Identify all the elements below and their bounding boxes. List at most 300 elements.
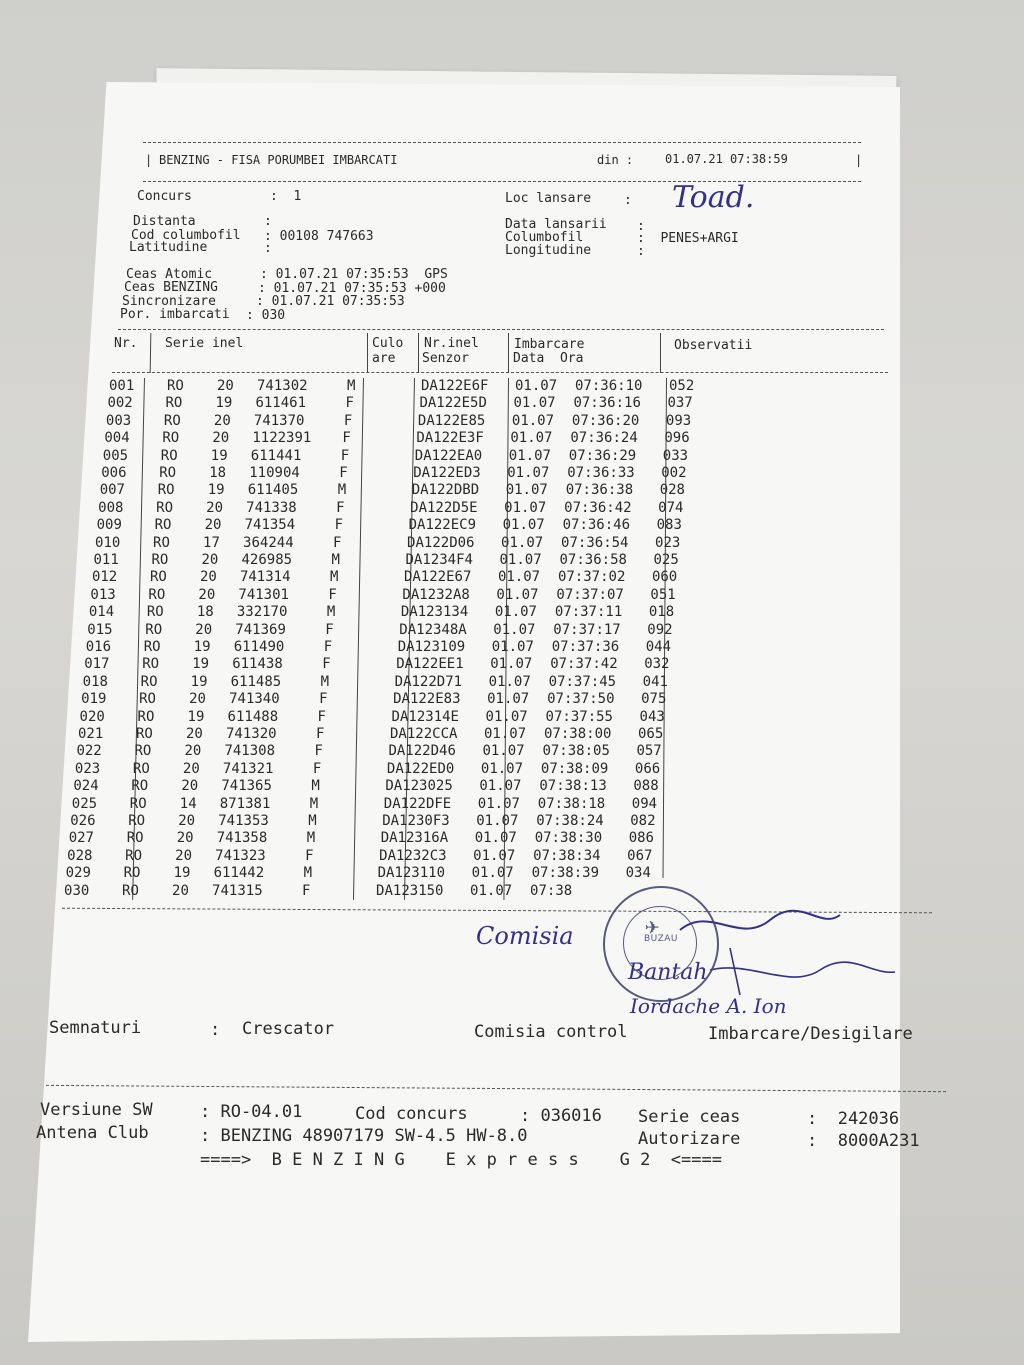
row-serial: 741340 (229, 691, 280, 708)
row-time: 07:38:13 (539, 778, 607, 795)
row-country: RO (128, 813, 146, 829)
row-year: 19 (173, 865, 191, 882)
row-sex: F (325, 621, 334, 638)
row-time: 07:38:24 (536, 813, 604, 829)
row-sensor: DA122D46 (388, 743, 456, 760)
row-date: 01.07 (470, 882, 513, 899)
row-date: 01.07 (504, 499, 547, 516)
row-observatii: 032 (644, 656, 670, 673)
row-time: 07:38:30 (534, 830, 603, 847)
versiune-sw-label: Versiune SW (40, 1100, 153, 1120)
col-header-culoare-1: Culo (372, 336, 404, 351)
autorizare-value: : 8000A231 (807, 1131, 920, 1151)
club-stamp (603, 886, 719, 1002)
table-row (97, 517, 797, 533)
row-time: 07:36:20 (571, 412, 640, 429)
row-country: RO (159, 465, 177, 481)
row-observatii: 065 (638, 726, 664, 742)
row-serial: 741353 (218, 813, 269, 829)
row-time: 07:37:42 (550, 656, 618, 673)
row-sex: F (319, 691, 328, 708)
row-sex: F (336, 499, 345, 516)
table-row (70, 813, 770, 829)
row-nr: 009 (96, 517, 122, 534)
distanta-label: Distanta (133, 214, 196, 229)
row-sensor: DA122D5E (410, 499, 478, 516)
row-serial: 741320 (226, 726, 277, 742)
semnaturi-label: Semnaturi (49, 1018, 142, 1038)
row-year: 20 (181, 778, 199, 795)
header-bar-right: | (855, 153, 863, 167)
row-time: 07:37:45 (548, 673, 617, 690)
row-serial: 426985 (241, 552, 293, 568)
row-country: RO (142, 656, 160, 673)
serie-ceas-label: Serie ceas (638, 1107, 741, 1127)
row-serial: 611485 (230, 673, 282, 690)
row-date: 01.07 (480, 760, 524, 777)
row-observatii: 018 (648, 604, 675, 621)
row-date: 01.07 (505, 482, 548, 499)
row-sex: F (340, 447, 350, 464)
row-nr: 013 (90, 586, 116, 603)
table-row (101, 465, 801, 481)
row-observatii: 083 (656, 517, 682, 534)
row-sensor: DA122ED3 (413, 465, 481, 481)
row-date: 01.07 (494, 604, 537, 621)
row-sensor: DA122E5D (419, 395, 487, 412)
versiune-sw-value: : RO-04.01 (200, 1102, 303, 1122)
col-divider-header-2 (367, 333, 368, 373)
row-sex: M (347, 378, 356, 394)
row-sensor: DA123109 (397, 639, 466, 655)
table-row (106, 413, 806, 429)
row-sex: F (333, 534, 342, 551)
row-year: 20 (195, 621, 213, 638)
row-sex: M (308, 813, 317, 829)
table-header-rule (112, 372, 888, 373)
row-serial: 741338 (246, 499, 297, 516)
row-country: RO (123, 865, 141, 882)
ceas-benzing-label: Ceas BENZING (124, 280, 218, 295)
cod-columbofil-label: Cod columbofil (131, 228, 241, 243)
row-country: RO (132, 760, 150, 777)
latitudine-label: Latitudine (129, 240, 208, 255)
row-time: 07:37:11 (554, 604, 623, 621)
row-time: 07:37:07 (556, 586, 624, 603)
row-date: 01.07 (511, 412, 555, 429)
row-country: RO (125, 847, 142, 864)
row-date: 01.07 (488, 673, 531, 690)
stamp-text: BUZAU (643, 934, 678, 944)
table-row (84, 656, 784, 672)
porumbei-imbarcati-label: Por. imbarcati (120, 307, 230, 322)
cod-concurs-label: Cod concurs (355, 1104, 468, 1124)
row-nr: 010 (95, 534, 121, 551)
row-sex: F (317, 708, 326, 725)
row-sensor: DA122E3F (416, 430, 484, 447)
row-year: 20 (182, 760, 200, 777)
imbarcare-desigilare-label: Imbarcare/Desigilare (708, 1024, 913, 1044)
row-sensor: DA122EE1 (396, 656, 464, 673)
row-time: 07:36:10 (575, 378, 643, 394)
row-nr: 028 (67, 847, 93, 864)
row-date: 01.07 (510, 430, 553, 447)
row-country: RO (151, 552, 169, 568)
row-time: 07:36:38 (565, 482, 634, 499)
serie-ceas-value: : 242036 (807, 1109, 900, 1129)
row-time: 07:36:54 (561, 534, 629, 551)
row-year: 20 (172, 882, 189, 899)
document-header (143, 142, 861, 182)
row-serial: 741358 (216, 830, 268, 847)
row-observatii: 094 (631, 795, 658, 812)
row-year: 20 (201, 552, 219, 568)
row-nr: 024 (73, 778, 99, 795)
table-row (103, 448, 803, 464)
row-time: 07:36:46 (562, 517, 631, 534)
row-date: 01.07 (476, 813, 519, 829)
row-sensor: DA122E67 (403, 569, 472, 586)
row-sensor: DA122DBD (411, 482, 480, 499)
row-serial: 110904 (249, 465, 300, 481)
row-sex: F (339, 465, 348, 481)
row-nr: 025 (71, 795, 98, 812)
table-row (87, 622, 787, 638)
table-row (81, 691, 781, 707)
col-header-nr: Nr. (114, 336, 138, 351)
row-country: RO (156, 499, 173, 516)
row-nr: 003 (105, 412, 132, 429)
concurs-label: Concurs (137, 189, 192, 204)
row-sensor: DA12348A (399, 621, 467, 638)
row-nr: 020 (79, 708, 105, 725)
row-observatii: 082 (630, 813, 656, 829)
row-nr: 022 (76, 743, 102, 760)
row-sex: M (311, 778, 320, 795)
row-observatii: 066 (634, 760, 661, 777)
brand-line: ====> B E N Z I N G E x p r e s s G 2 <==== (200, 1150, 722, 1170)
row-date: 01.07 (508, 447, 551, 464)
row-country: RO (131, 778, 149, 795)
row-year: 20 (199, 569, 217, 586)
row-observatii: 051 (650, 586, 676, 603)
row-sex: M (331, 552, 340, 568)
row-sex: F (312, 760, 322, 777)
row-serial: 1122391 (252, 430, 312, 447)
row-date: 01.07 (502, 517, 545, 534)
row-observatii: 023 (655, 534, 681, 551)
crescator-label: Crescator (242, 1019, 335, 1039)
row-serial: 741302 (257, 378, 308, 394)
row-sex: F (322, 656, 331, 673)
loc-lansare-handwritten: Toad. (672, 180, 755, 215)
row-sensor: DA1232A8 (402, 586, 470, 603)
row-serial: 741321 (222, 760, 274, 777)
row-year: 20 (206, 499, 223, 516)
row-year: 19 (192, 656, 210, 673)
row-time: 07:38:00 (544, 726, 612, 742)
row-nr: 012 (91, 569, 118, 586)
row-sex: F (345, 395, 354, 412)
row-date: 01.07 (484, 726, 527, 742)
sincronizare-label: Sincronizare (122, 294, 216, 309)
row-sex: F (323, 639, 333, 655)
latitudine-value: : (264, 241, 272, 256)
row-time: 07:37:02 (557, 569, 626, 586)
ceas-atomic-value: : 01.07.21 07:35:53 GPS (260, 267, 448, 282)
row-observatii: 057 (636, 743, 662, 760)
row-year: 19 (210, 447, 228, 464)
row-observatii: 092 (647, 621, 673, 638)
row-year: 19 (215, 395, 233, 412)
row-year: 18 (209, 465, 227, 481)
row-observatii: 052 (669, 378, 695, 394)
row-sex: F (342, 430, 351, 447)
row-year: 19 (187, 708, 205, 725)
row-sensor: DA122CCA (390, 726, 458, 742)
row-nr: 029 (65, 865, 91, 882)
table-row (94, 552, 794, 568)
row-observatii: 074 (658, 499, 684, 516)
row-country: RO (136, 726, 153, 742)
row-country: RO (139, 691, 156, 708)
table-row (76, 743, 776, 759)
row-date: 01.07 (491, 639, 534, 655)
row-nr: 018 (82, 673, 108, 690)
row-country: RO (122, 882, 139, 899)
row-country: RO (154, 517, 172, 534)
table-row (107, 395, 807, 411)
row-date: 01.07 (479, 778, 522, 795)
row-serial: 741354 (244, 517, 296, 534)
row-observatii: 034 (625, 865, 651, 882)
header-din-value: 01.07.21 07:38:59 (665, 152, 788, 166)
row-observatii: 044 (645, 639, 672, 655)
row-observatii: 060 (651, 569, 678, 586)
table-row (89, 604, 789, 620)
row-country: RO (157, 482, 175, 499)
row-year: 20 (217, 378, 234, 394)
row-nr: 008 (98, 499, 124, 516)
table-top-rule (118, 329, 884, 330)
col-header-imbarcare-1: Imbarcare (514, 337, 585, 352)
row-date: 01.07 (477, 795, 520, 812)
col-header-serie: Serie inel (165, 336, 244, 351)
header-title: BENZING - FISA PORUMBEI IMBARCATI (159, 153, 398, 167)
ceas-atomic-label: Ceas Atomic (126, 267, 213, 282)
row-nr: 007 (99, 482, 125, 499)
row-time: 07:37:50 (547, 691, 615, 708)
table-row (78, 726, 778, 742)
row-serial: 741301 (238, 586, 289, 603)
row-serial: 741315 (212, 882, 263, 899)
row-year: 20 (175, 847, 192, 864)
row-sex: F (314, 743, 323, 760)
row-date: 01.07 (485, 708, 528, 725)
row-year: 20 (198, 586, 216, 603)
row-sex: M (320, 673, 330, 690)
longitudine-label: Longitudine (505, 243, 592, 258)
row-sensor: DA1234F4 (405, 552, 473, 568)
row-year: 20 (176, 830, 194, 847)
header-bar-left: | (145, 153, 153, 167)
row-year: 14 (179, 795, 197, 812)
row-time: 07:36:58 (559, 552, 627, 568)
row-sex: M (306, 830, 316, 847)
row-observatii: 025 (653, 552, 679, 568)
row-country: RO (137, 708, 155, 725)
row-time: 07:38 (530, 882, 573, 899)
distanta-value: : (264, 214, 272, 229)
row-time: 07:37:17 (553, 621, 621, 638)
row-time: 07:37:36 (551, 639, 620, 655)
row-observatii: 043 (639, 708, 665, 725)
row-year: 19 (207, 482, 225, 499)
row-year: 20 (189, 691, 206, 708)
row-sensor: DA122E83 (393, 691, 461, 708)
row-year: 17 (203, 534, 220, 551)
row-serial: 741308 (224, 743, 276, 760)
antena-club-value: : BENZING 48907179 SW-4.5 HW-8.0 (200, 1126, 528, 1146)
table-row (73, 778, 773, 794)
cod-concurs-value: : 036016 (520, 1106, 602, 1126)
table-row (69, 830, 769, 846)
row-country: RO (145, 621, 163, 638)
row-time: 07:36:29 (568, 447, 637, 464)
row-nr: 004 (104, 430, 130, 447)
row-country: RO (126, 830, 144, 847)
table-row (104, 430, 804, 446)
row-nr: 016 (85, 639, 112, 655)
sincronizare-value: : 01.07.21 07:35:53 (256, 294, 405, 309)
antena-club-label: Antena Club (36, 1123, 149, 1143)
row-nr: 026 (70, 813, 96, 829)
row-serial: 611488 (227, 708, 279, 725)
cod-columbofil-value: : 00108 747663 (264, 229, 374, 244)
handwritten-signature-1: Comisia (476, 922, 574, 950)
row-sensor: DA123150 (376, 882, 444, 899)
row-nr: 027 (68, 830, 94, 847)
row-observatii: 093 (665, 412, 692, 429)
table-row (83, 674, 783, 690)
row-serial: 741323 (215, 847, 266, 864)
ceas-benzing-value: : 01.07.21 07:35:53 +000 (258, 281, 446, 296)
row-sex: F (343, 412, 353, 429)
porumbei-imbarcati-value: : 030 (246, 308, 286, 323)
row-observatii: 088 (633, 778, 659, 795)
row-year: 18 (196, 604, 214, 621)
row-date: 01.07 (513, 395, 556, 412)
row-serial: 611405 (247, 482, 299, 499)
row-observatii: 002 (661, 465, 687, 481)
col-divider-header-3 (418, 333, 419, 373)
row-sensor: DA12314E (391, 708, 459, 725)
loc-lansare-label: Loc lansare (505, 191, 592, 206)
handwritten-signature-2: Bantah (628, 960, 708, 985)
row-date: 01.07 (497, 569, 541, 586)
col-header-culoare-2: are (372, 351, 396, 366)
row-sensor: DA123134 (400, 604, 469, 621)
row-sensor: DA1230F3 (382, 813, 450, 829)
row-time: 07:38:05 (542, 743, 610, 760)
row-year: 19 (193, 639, 211, 655)
comisia-control-label: Comisia control (474, 1022, 628, 1042)
row-time: 07:36:24 (570, 430, 638, 447)
autorizare-label: Autorizare (638, 1129, 741, 1149)
row-date: 01.07 (499, 552, 542, 568)
row-observatii: 033 (662, 447, 689, 464)
row-time: 07:38:39 (531, 865, 600, 882)
row-sensor: DA122EC9 (408, 517, 477, 534)
row-serial: 741370 (253, 412, 305, 429)
row-sensor: DA122D71 (394, 673, 463, 690)
row-country: RO (146, 604, 164, 621)
row-nr: 005 (102, 447, 129, 464)
row-country: RO (165, 395, 183, 412)
row-nr: 001 (109, 378, 135, 394)
row-nr: 019 (81, 691, 107, 708)
col-header-observatii: Observatii (674, 338, 753, 353)
data-lansarii-label: Data lansarii (505, 217, 607, 232)
row-sex: F (334, 517, 344, 534)
data-lansarii-value: : (637, 219, 645, 234)
row-serial: 871381 (219, 795, 271, 812)
row-date: 01.07 (501, 534, 544, 551)
loc-lansare-value: : (624, 193, 632, 208)
table-row (67, 848, 767, 864)
table-row (95, 535, 795, 551)
row-date: 01.07 (496, 586, 539, 603)
table-row (80, 709, 780, 725)
row-observatii: 067 (627, 847, 653, 864)
row-sex: F (302, 882, 311, 899)
row-sensor: DA123025 (385, 778, 453, 795)
row-date: 01.07 (507, 465, 550, 481)
table-row (109, 378, 809, 394)
row-nr: 017 (84, 656, 110, 673)
table-row (75, 761, 775, 777)
row-time: 07:38:34 (533, 847, 601, 864)
table-row (98, 500, 798, 516)
row-time: 07:38:18 (537, 795, 606, 812)
row-serial: 611490 (233, 639, 285, 655)
row-date: 01.07 (515, 378, 558, 394)
row-country: RO (149, 569, 167, 586)
row-date: 01.07 (490, 656, 533, 673)
row-sex: M (329, 569, 339, 586)
concurs-value: : 1 (270, 189, 302, 204)
semnaturi-colon: : (210, 1020, 221, 1040)
row-year: 20 (178, 813, 196, 829)
row-sensor: DA12316A (380, 830, 449, 847)
row-sensor: DA1232C3 (379, 847, 447, 864)
row-nr: 006 (101, 465, 127, 481)
row-nr: 014 (88, 604, 115, 621)
row-serial: 611461 (255, 395, 307, 412)
row-time: 07:36:42 (564, 499, 632, 516)
columbofil-label: Columbofil (505, 230, 584, 245)
row-country: RO (163, 412, 181, 429)
row-sensor: DA122E85 (417, 412, 486, 429)
row-serial: 611442 (213, 865, 265, 882)
row-serial: 611441 (250, 447, 302, 464)
header-din-label: din : (597, 153, 634, 167)
row-sensor: DA122DFE (383, 795, 452, 812)
row-observatii: 028 (659, 482, 685, 499)
row-nr: 011 (93, 552, 119, 568)
row-nr: 015 (87, 621, 113, 638)
col-divider-header-4 (508, 333, 509, 373)
